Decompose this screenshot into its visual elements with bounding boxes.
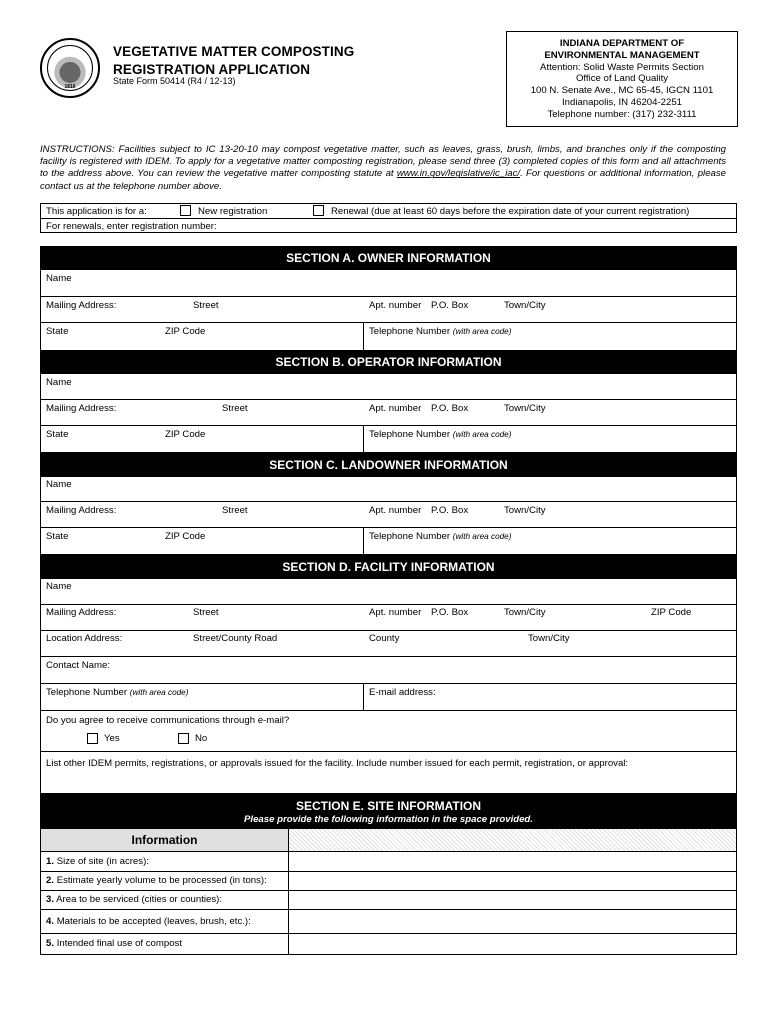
form-number: State Form 50414 (R4 / 12-13) [113,76,236,86]
new-registration-label: New registration [198,206,268,217]
table-row: 1. Size of site (in acres): [41,852,289,872]
owner-name-field[interactable]: Name [40,270,737,297]
section-c-header: SECTION C. LANDOWNER INFORMATION [40,453,737,477]
email-yes-checkbox[interactable] [87,733,98,744]
section-d-header: SECTION D. FACILITY INFORMATION [40,555,737,579]
form-title: VEGETATIVE MATTER COMPOSTING REGISTRATION APPLICATION [113,44,355,77]
agency-address-box: INDIANA DEPARTMENT OF ENVIRONMENTAL MANAGEMENT Attention: Solid Waste Permits Section Office of Land Quality 100 N. Senate Ave., MC 65-45, IGCN 1101 Indianapolis, IN 46204-2251 Telephone number: (317) 232-3111 [506,31,738,127]
table-header-answer [289,829,736,852]
table-row: 5. Intended final use of compost [41,934,289,954]
state-seal [40,38,100,98]
facility-phone-email-field[interactable]: Telephone Number (with area code) E-mail address: [40,684,737,711]
table-row: 3. Area to be serviced (cities or counties): [41,891,289,910]
service-area-input[interactable] [289,891,736,910]
landowner-state-zip-phone-field[interactable]: State ZIP Code Telephone Number (with area code) [40,528,737,555]
application-for-label: This application is for a: [46,206,147,217]
table-row: 4. Materials to be accepted (leaves, brush, etc.): [41,910,289,934]
other-permits-field[interactable]: List other IDEM permits, registrations, or approvals issued for the facility. Include number issued for each permit, registration, or approval: [40,752,737,794]
section-b-header: SECTION B. OPERATOR INFORMATION [40,350,737,374]
renewal-number-label: For renewals, enter registration number: [46,221,217,232]
email-consent-row: Do you agree to receive communications through e-mail? Yes No [40,711,737,752]
yearly-volume-input[interactable] [289,872,736,891]
facility-location-address-field[interactable]: Location Address: Street/County Road County Town/City [40,631,737,657]
operator-state-zip-phone-field[interactable]: State ZIP Code Telephone Number (with area code) [40,426,737,453]
facility-contact-name-field[interactable]: Contact Name: [40,657,737,684]
facility-name-field[interactable]: Name [40,579,737,605]
landowner-name-field[interactable]: Name [40,477,737,502]
new-registration-checkbox[interactable] [180,205,191,216]
renewal-checkbox[interactable] [313,205,324,216]
renewal-label: Renewal (due at least 60 days before the expiration date of your current registration) [331,206,690,217]
instructions-text: INSTRUCTIONS: Facilities subject to IC 13-20-10 may compost vegetative matter, such as leaves, grass, brush, limbs, and branches only if the composting facility is registered with IDEM. To apply for a vegetative matter composting registration, please send three (3) completed copies of this form and all attachments to the address above. You can review the vegetative matter composting statute at www.in.gov/legislative/ic_iac/. For questions or additional information, please contact us at the telephone number above. [40,144,726,192]
email-consent-question: Do you agree to receive communications through e-mail? [46,715,290,726]
table-row: 2. Estimate yearly volume to be processed (in tons): [41,872,289,891]
application-type-box [40,203,737,233]
owner-mailing-address-field[interactable]: Mailing Address: Street Apt. number P.O. Box Town/City [40,297,737,323]
site-size-input[interactable] [289,852,736,872]
section-a-header: SECTION A. OWNER INFORMATION [40,246,737,270]
site-information-table [40,829,737,955]
section-e-header: SECTION E. SITE INFORMATION Please provide the following information in the space provided. [40,794,737,832]
facility-mailing-address-field[interactable]: Mailing Address: Street Apt. number P.O. Box Town/City ZIP Code [40,605,737,631]
final-use-input[interactable] [289,934,736,954]
owner-state-zip-phone-field[interactable]: State ZIP Code Telephone Number (with area code) [40,323,737,351]
table-header-information: Information [41,829,289,852]
landowner-mailing-address-field[interactable]: Mailing Address: Street Apt. number P.O. Box Town/City [40,502,737,528]
operator-mailing-address-field[interactable]: Mailing Address: Street Apt. number P.O. Box Town/City [40,400,737,426]
statute-link[interactable]: www.in.gov/legislative/ic_iac/ [396,168,521,180]
seal-year: 1816 [64,84,76,90]
materials-input[interactable] [289,910,736,934]
operator-name-field[interactable]: Name [40,374,737,400]
email-no-checkbox[interactable] [178,733,189,744]
